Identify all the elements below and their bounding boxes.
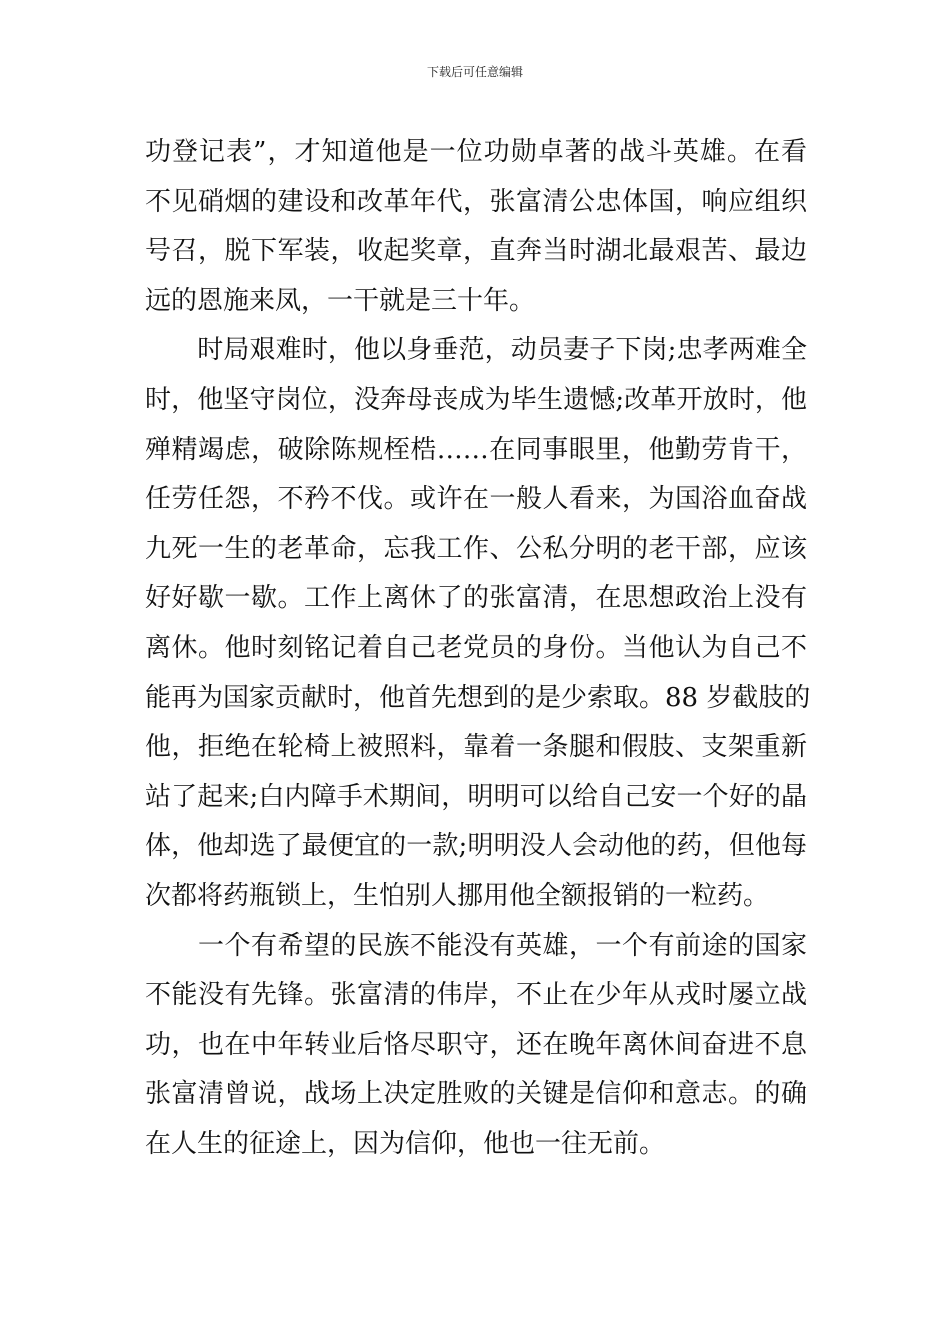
text-line: 体，他却选了最便宜的一款;明明没人会动他的药，但他每 <box>145 831 807 862</box>
page-header-note: 下载后可任意编辑 <box>426 65 523 79</box>
paragraph-2 <box>145 326 811 921</box>
text-line: 功登记表”，才知道他是一位功勋卓著的战斗英雄。在看 <box>145 137 807 167</box>
text-line: 一个有希望的民族不能没有英雄，一个有前途的国家 <box>145 930 807 961</box>
text-line: 站了起来;白内障手术期间，明明可以给自己安一个好的晶 <box>145 781 807 812</box>
text-line: 次都将药瓶锁上，生怕别人挪用他全额报销的一粒药。 <box>145 880 770 911</box>
text-line: 能再为国家贡献时，他首先想到的是少索取。88 岁截肢的 <box>145 682 811 713</box>
text-line: 功，也在中年转业后恪尽职守，还在晚年离休间奋进不息 <box>145 1029 807 1060</box>
text-line: 不能没有先锋。张富清的伟岸，不止在少年从戎时屡立战 <box>145 980 807 1011</box>
paragraph-3 <box>145 922 807 1170</box>
text-line: 张富清曾说，战场上决定胜败的关键是信仰和意志。的确 <box>145 1079 807 1110</box>
text-line: 他，拒绝在轮椅上被照料，靠着一条腿和假肢、支架重新 <box>145 732 807 763</box>
text-line: 时局艰难时，他以身垂范，动员妻子下岗;忠孝两难全 <box>145 335 807 366</box>
text-line: 号召，脱下军装，收起奖章，直奔当时湖北最艰苦、最边 <box>145 236 807 267</box>
text-line: 远的恩施来凤，一干就是三十年。 <box>145 285 536 316</box>
text-line: 好好歇一歇。工作上离休了的张富清，在思想政治上没有 <box>145 583 807 614</box>
text-line: 在人生的征途上，因为信仰，他也一往无前。 <box>145 1128 666 1159</box>
text-line: 殚精竭虑，破除陈规桎梏……在同事眼里，他勤劳肯干， <box>145 434 807 465</box>
paragraph-1 <box>145 128 807 326</box>
text-line: 时，他坚守岗位，没奔母丧成为毕生遗憾;改革开放时，他 <box>145 384 807 415</box>
document-body <box>145 128 811 1169</box>
text-line: 不见硝烟的建设和改革年代，张富清公忠体国，响应组织 <box>145 186 807 217</box>
text-line: 九死一生的老革命，忘我工作、公私分明的老干部，应该 <box>145 533 807 564</box>
text-line: 任劳任怨，不矜不伐。或许在一般人看来，为国浴血奋战 <box>145 484 807 515</box>
text-line: 离休。他时刻铭记着自己老党员的身份。当他认为自己不 <box>145 632 807 663</box>
